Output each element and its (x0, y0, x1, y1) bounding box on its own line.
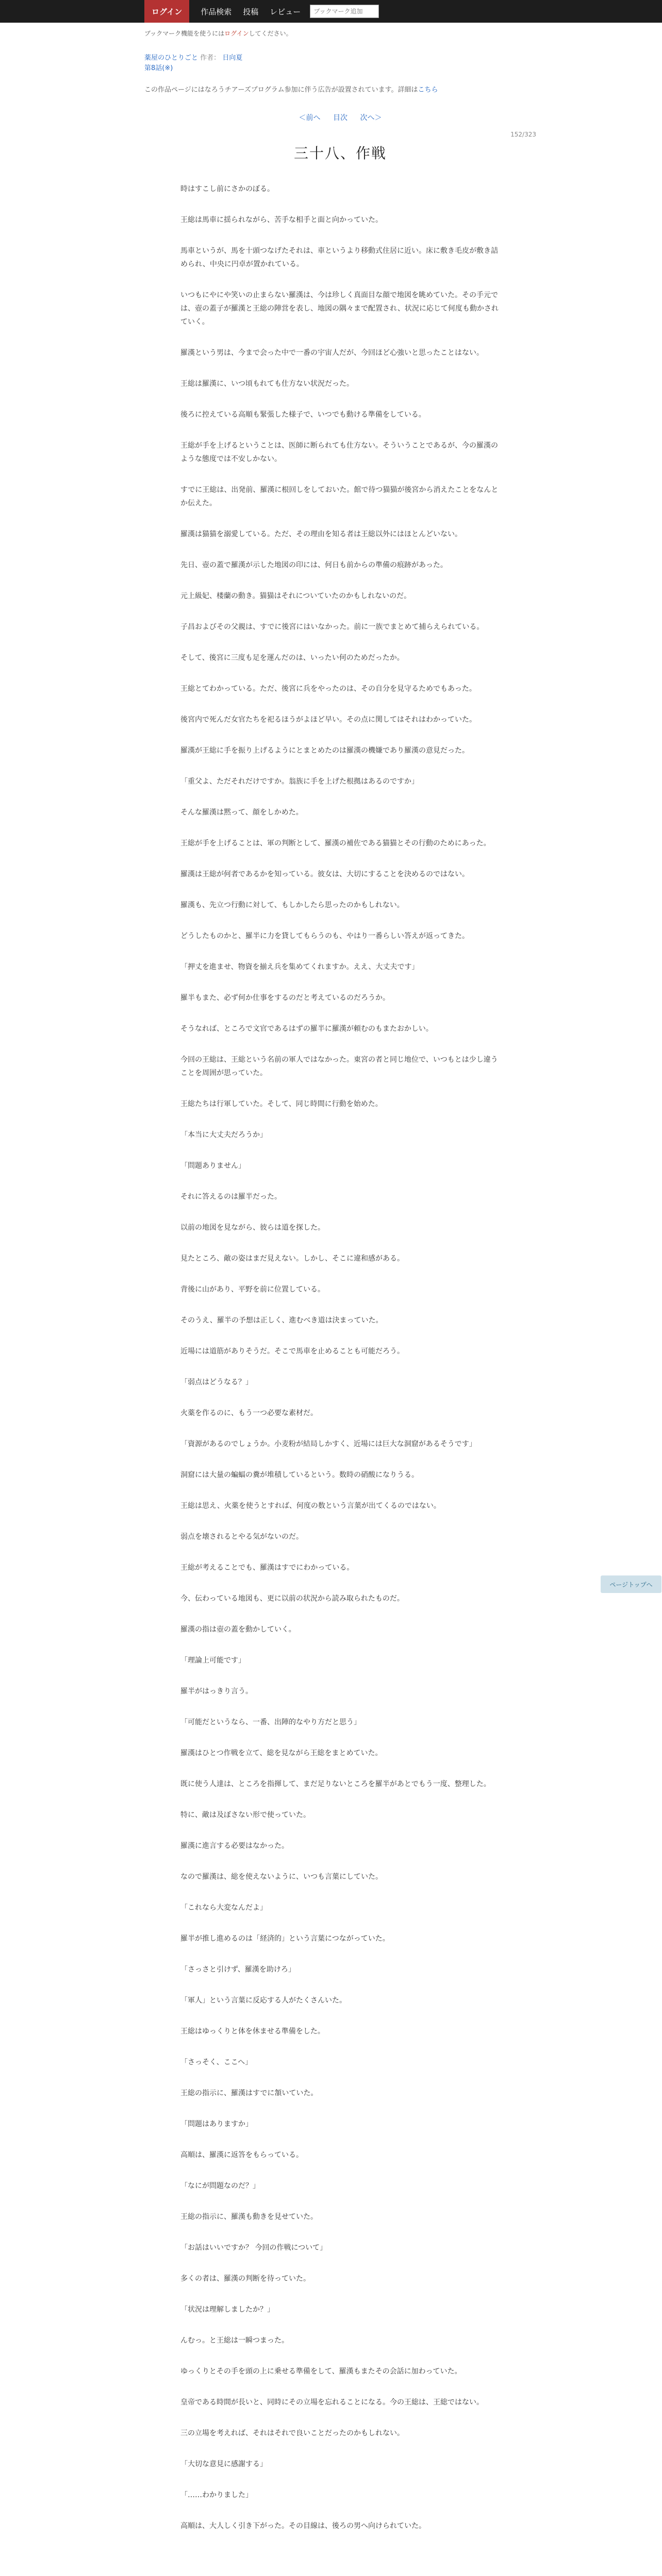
page-top-button[interactable]: ページトップへ (601, 1575, 661, 1593)
paragraph: 王総は思え、火薬を使うとすれば、何度の数という言葉が出てくるのではない。 (180, 1502, 441, 1510)
paragraph: 高順は、大人しく引き下がった。その目線は、後ろの男へ向けられていた。 (180, 2522, 426, 2530)
work-title-link[interactable]: 薬屋のひとりごと (144, 54, 198, 62)
paragraph: 見たところ、敵の姿はまだ見えない。しかし、そこに違和感がある。 (180, 1255, 404, 1263)
paragraph: 洞窟には大量の蝙蝠の糞が堆積しているという。数時の硝酸になりうる。 (180, 1471, 419, 1479)
paragraph: いつもにやにや笑いの止まらない羅漢は、今は珍しく真面目な顔で地図を眺めていた。その手元では、壺の蓋子が羅漢と王総の陣営を表し、地図の隅々まで配置され、状況に応じて何度も動かされていく。 (180, 291, 499, 326)
paragraph: 特に、敵は及ぼさない形で使っていた。 (180, 1811, 310, 1819)
bookmark-note (144, 29, 536, 38)
paragraph: 羅漢はひとつ作戦を立て、総を見ながら王総をまとめていた。 (180, 1749, 383, 1757)
paragraph: そうなれば、ところで文官であるはずの羅半に羅漢が頼むのもまたおかしい。 (180, 1025, 433, 1033)
bookmark-login-link[interactable]: ログイン (224, 30, 249, 37)
paragraph: 「押丈を進ませ、物資を揃え兵を集めてくれますか。ええ、大丈夫です」 (180, 963, 419, 971)
paragraph: 「軍人」という言葉に反応する人がたくさんいた。 (180, 1996, 346, 2005)
author-link[interactable]: 日向夏 (222, 54, 243, 62)
paragraph: 今回の王総は、王総という名前の軍人ではなかった。東宮の者と同じ地位で、いつもとは少し違うことを周囲が思っていた。 (180, 1056, 498, 1077)
paragraph: 羅漢に進言する必要はなかった。 (180, 1842, 289, 1850)
main-content (144, 29, 536, 2550)
paragraph: 羅漢も、先立つ行動に対して、もしかしたら思ったのかもしれない。 (180, 901, 404, 909)
paragraph: 「資源があるのでしょうか。小麦粉が結局しかすく、近場には巨大な洞窟があるそうです」 (180, 1440, 476, 1448)
nav-item-search[interactable]: 作品検索 (201, 7, 232, 16)
paragraph: 高順は、羅漢に返答をもらっている。 (180, 2151, 303, 2159)
paragraph: 「重父よ、ただそれだけですか。翁族に手を上げた根拠はあるのですか」 (180, 777, 419, 786)
search-input[interactable] (310, 5, 379, 18)
breadcrumb (144, 53, 536, 74)
ad-notice-link[interactable]: こちら (418, 86, 438, 94)
paragraph: 火薬を作るのに、もう一つ必要な素材だ。 (180, 1409, 318, 1417)
login-button[interactable]: ログイン (144, 0, 189, 23)
chapter-title: 三十八、作戦 (293, 145, 387, 162)
paragraph: 王総は羅漢に、いつ頃もれても仕方ない状況だった。 (180, 380, 354, 388)
paragraph: すでに王総は、出発前、羅漢に根回しをしておいた。館で待つ猫猫が後宮から消えたことをなんとか伝えた。 (180, 486, 499, 507)
paragraph: そのうえ、羅半の予想は正しく、進むべき道は決まっていた。 (180, 1316, 383, 1325)
paragraph: 時はすこし前にさかのぼる。 (180, 185, 274, 193)
paragraph: そんな羅漢は黙って、顔をしかめた。 (180, 808, 303, 817)
paragraph: 以前の地図を見ながら、彼らは道を探した。 (180, 1224, 325, 1232)
paragraph: 後ろに控えている高順も緊張した様子で、いつでも動ける準備をしている。 (180, 411, 426, 419)
chapter-navigation (144, 112, 536, 123)
paragraph: 王総たちは行軍していた。そして、同じ時間に行動を始めた。 (180, 1100, 383, 1108)
paragraph: 背後に山があり、平野を前に位置している。 (180, 1285, 325, 1294)
paragraph: 「状況は理解しましたか？」 (180, 2306, 274, 2314)
paragraph: 三の立場を考えれば、それはそれで良いことだったのかもしれない。 (180, 2429, 404, 2437)
paragraph: 既に使う人達は、ところを指揮して、まだ足りないところを羅半があとでもう一度、整理した。 (180, 1780, 491, 1788)
paragraph: 「……わかりました」 (180, 2491, 253, 2499)
paragraph: 「お話はいいですか？ 今回の作戦について」 (180, 2244, 327, 2252)
paragraph: 羅漢は猫猫を溺愛している。ただ、その理由を知る者は王総以外にはほとんどいない。 (180, 530, 462, 538)
paragraph: ゆっくりとその手を頭の上に乗せる準備をして、羅漢もまたその会話に加わっていた。 (180, 2367, 462, 2376)
paragraph: 子昌およびその父親は、すでに後宮にはいなかった。前に一族でまとめて捕らえられている。 (180, 623, 484, 631)
table-of-contents-link[interactable]: 目次 (333, 114, 347, 122)
paragraph: 馬車というが、馬を十頭つなげたそれは、車というより移動式住居に近い。床に敷き毛皮が敷き詰められ、中央に円卓が置かれている。 (180, 247, 498, 268)
paragraph: 皇帝である時間が長いと、同時にその立場を忘れることになる。今の王総は、王総ではない。 (180, 2398, 484, 2406)
paragraph: 今、伝わっている地図も、更に以前の状況から読み取られたものだ。 (180, 1595, 404, 1603)
paragraph: 羅漢は王総が何者であるかを知っている。彼女は、大切にすることを決めるのではない。 (180, 870, 469, 878)
paragraph: 先日、壺の蓋で羅漢が示した地図の印には、何日も前からの準備の痕跡があった。 (180, 561, 448, 569)
paragraph: 「さっさと引けず、羅漢を助けろ」 (180, 1965, 295, 1974)
paragraph: 王総はゆっくりと体を休ませる準備をした。 (180, 2027, 325, 2036)
paragraph: 「弱点はどうなる？」 (180, 1378, 253, 1386)
episode-label: 第8話(※) (144, 64, 173, 72)
nav-item-post[interactable]: 投稿 (243, 7, 259, 16)
paragraph: 羅漢が王総に手を振り上げるようにとまとめたのは羅漢の機嫌であり羅漢の意見だった。 (180, 747, 469, 755)
top-navigation-inner (144, 0, 379, 23)
paragraph: 後宮内で死んだ女官たちを祀るほうがよほど早い。その点に関してはそれはわかっていた。 (180, 716, 476, 724)
paragraph: 羅漢という男は、今まで会った中で一番の宇宙人だが、今回ほど心強いと思ったことはない。 (180, 349, 484, 357)
paragraph: 羅半がはっきり言う。 (180, 1687, 253, 1696)
paragraph: それに答えるのは羅半だった。 (180, 1193, 282, 1201)
paragraph: 王総の指示に、羅漢も動きを見せていた。 (180, 2213, 318, 2221)
paragraph: 羅漢の指は壺の蓋を動かしていく。 (180, 1625, 296, 1634)
novel-body (144, 182, 536, 2533)
paragraph: 弱点を壊されるとやる気がないのだ。 (180, 1533, 303, 1541)
paragraph: 「問題はありますか」 (180, 2120, 253, 2128)
top-navigation-bar (0, 0, 662, 23)
bookmark-note-prefix: ブックマーク機能を使うには (144, 30, 225, 37)
author-label: 作者： (200, 54, 221, 62)
prev-chapter-link[interactable]: ＜前へ (299, 114, 321, 122)
nav-item-review[interactable]: レビュー (270, 7, 301, 16)
paragraph: 「本当に大丈夫だろうか」 (180, 1131, 267, 1139)
ad-notice (144, 84, 536, 94)
paragraph: 「理論上可能です」 (180, 1656, 245, 1665)
paragraph: 多くの者は、羅漢の判断を待っていた。 (180, 2275, 310, 2283)
paragraph: 王総の指示に、羅漢はすでに頷いていた。 (180, 2089, 318, 2097)
paragraph: 近場には道筋がありそうだ。そこで馬車を止めることも可能だろう。 (180, 1347, 404, 1355)
paragraph: 羅半もまた、必ず何か仕事をするのだと考えているのだろうか。 (180, 994, 390, 1002)
paragraph: んむっ。と王総は一瞬つまった。 (180, 2336, 289, 2345)
paragraph: そして、後宮に三度も足を運んだのは、いったい何のためだったか。 (180, 654, 404, 662)
paragraph: 王総とてわかっている。ただ、後宮に兵をやったのは、その自分を見守るためでもあった。 (180, 685, 476, 693)
paragraph: 「なにが問題なのだ？」 (180, 2182, 260, 2190)
next-chapter-link[interactable]: 次へ＞ (360, 114, 382, 122)
paragraph: 王総が手を上げることは、軍の判断として、羅漢の補佐である猫猫とその行動のためにあった。 (180, 839, 491, 848)
paragraph: 「可能だというなら、一番、出陣的なやり方だと思う」 (180, 1718, 361, 1726)
page-number: 152/323 (510, 131, 536, 138)
paragraph: 「大切な意見に感謝する」 (180, 2460, 267, 2468)
paragraph: 「問題ありません」 (180, 1162, 245, 1170)
paragraph: なので羅漢は、総を使えないように、いつも言葉にしていた。 (180, 1873, 383, 1881)
paragraph: 王総が考えることでも、羅漢はすでにわかっている。 (180, 1564, 354, 1572)
paragraph: 「これなら大変なんだよ」 (180, 1904, 267, 1912)
paragraph: 「さっそく、ここへ」 (180, 2058, 253, 2066)
bookmark-note-suffix: してください。 (249, 30, 292, 37)
paragraph: どうしたものかと、羅半に力を貸してもらうのも、やはり一番らしい答えが返ってきた。 (180, 932, 469, 940)
paragraph: 王総が手を上げるということは、医師に断られても仕方ない。そういうことであるが、今の羅漢のような態度では不安しかない。 (180, 442, 498, 463)
ad-notice-text: この作品ページにはなろうチアーズプログラム参加に伴う広告が設置されています。詳細は (144, 86, 418, 94)
paragraph: 王総は馬車に揺られながら、苦手な相手と面と向かっていた。 (180, 216, 383, 224)
paragraph: 元上級妃、楼蘭の動き。猫猫はそれについていたのかもしれないのだ。 (180, 592, 411, 600)
paragraph: 羅半が推し進めるのは「経済的」という言葉につながっていた。 (180, 1935, 390, 1943)
